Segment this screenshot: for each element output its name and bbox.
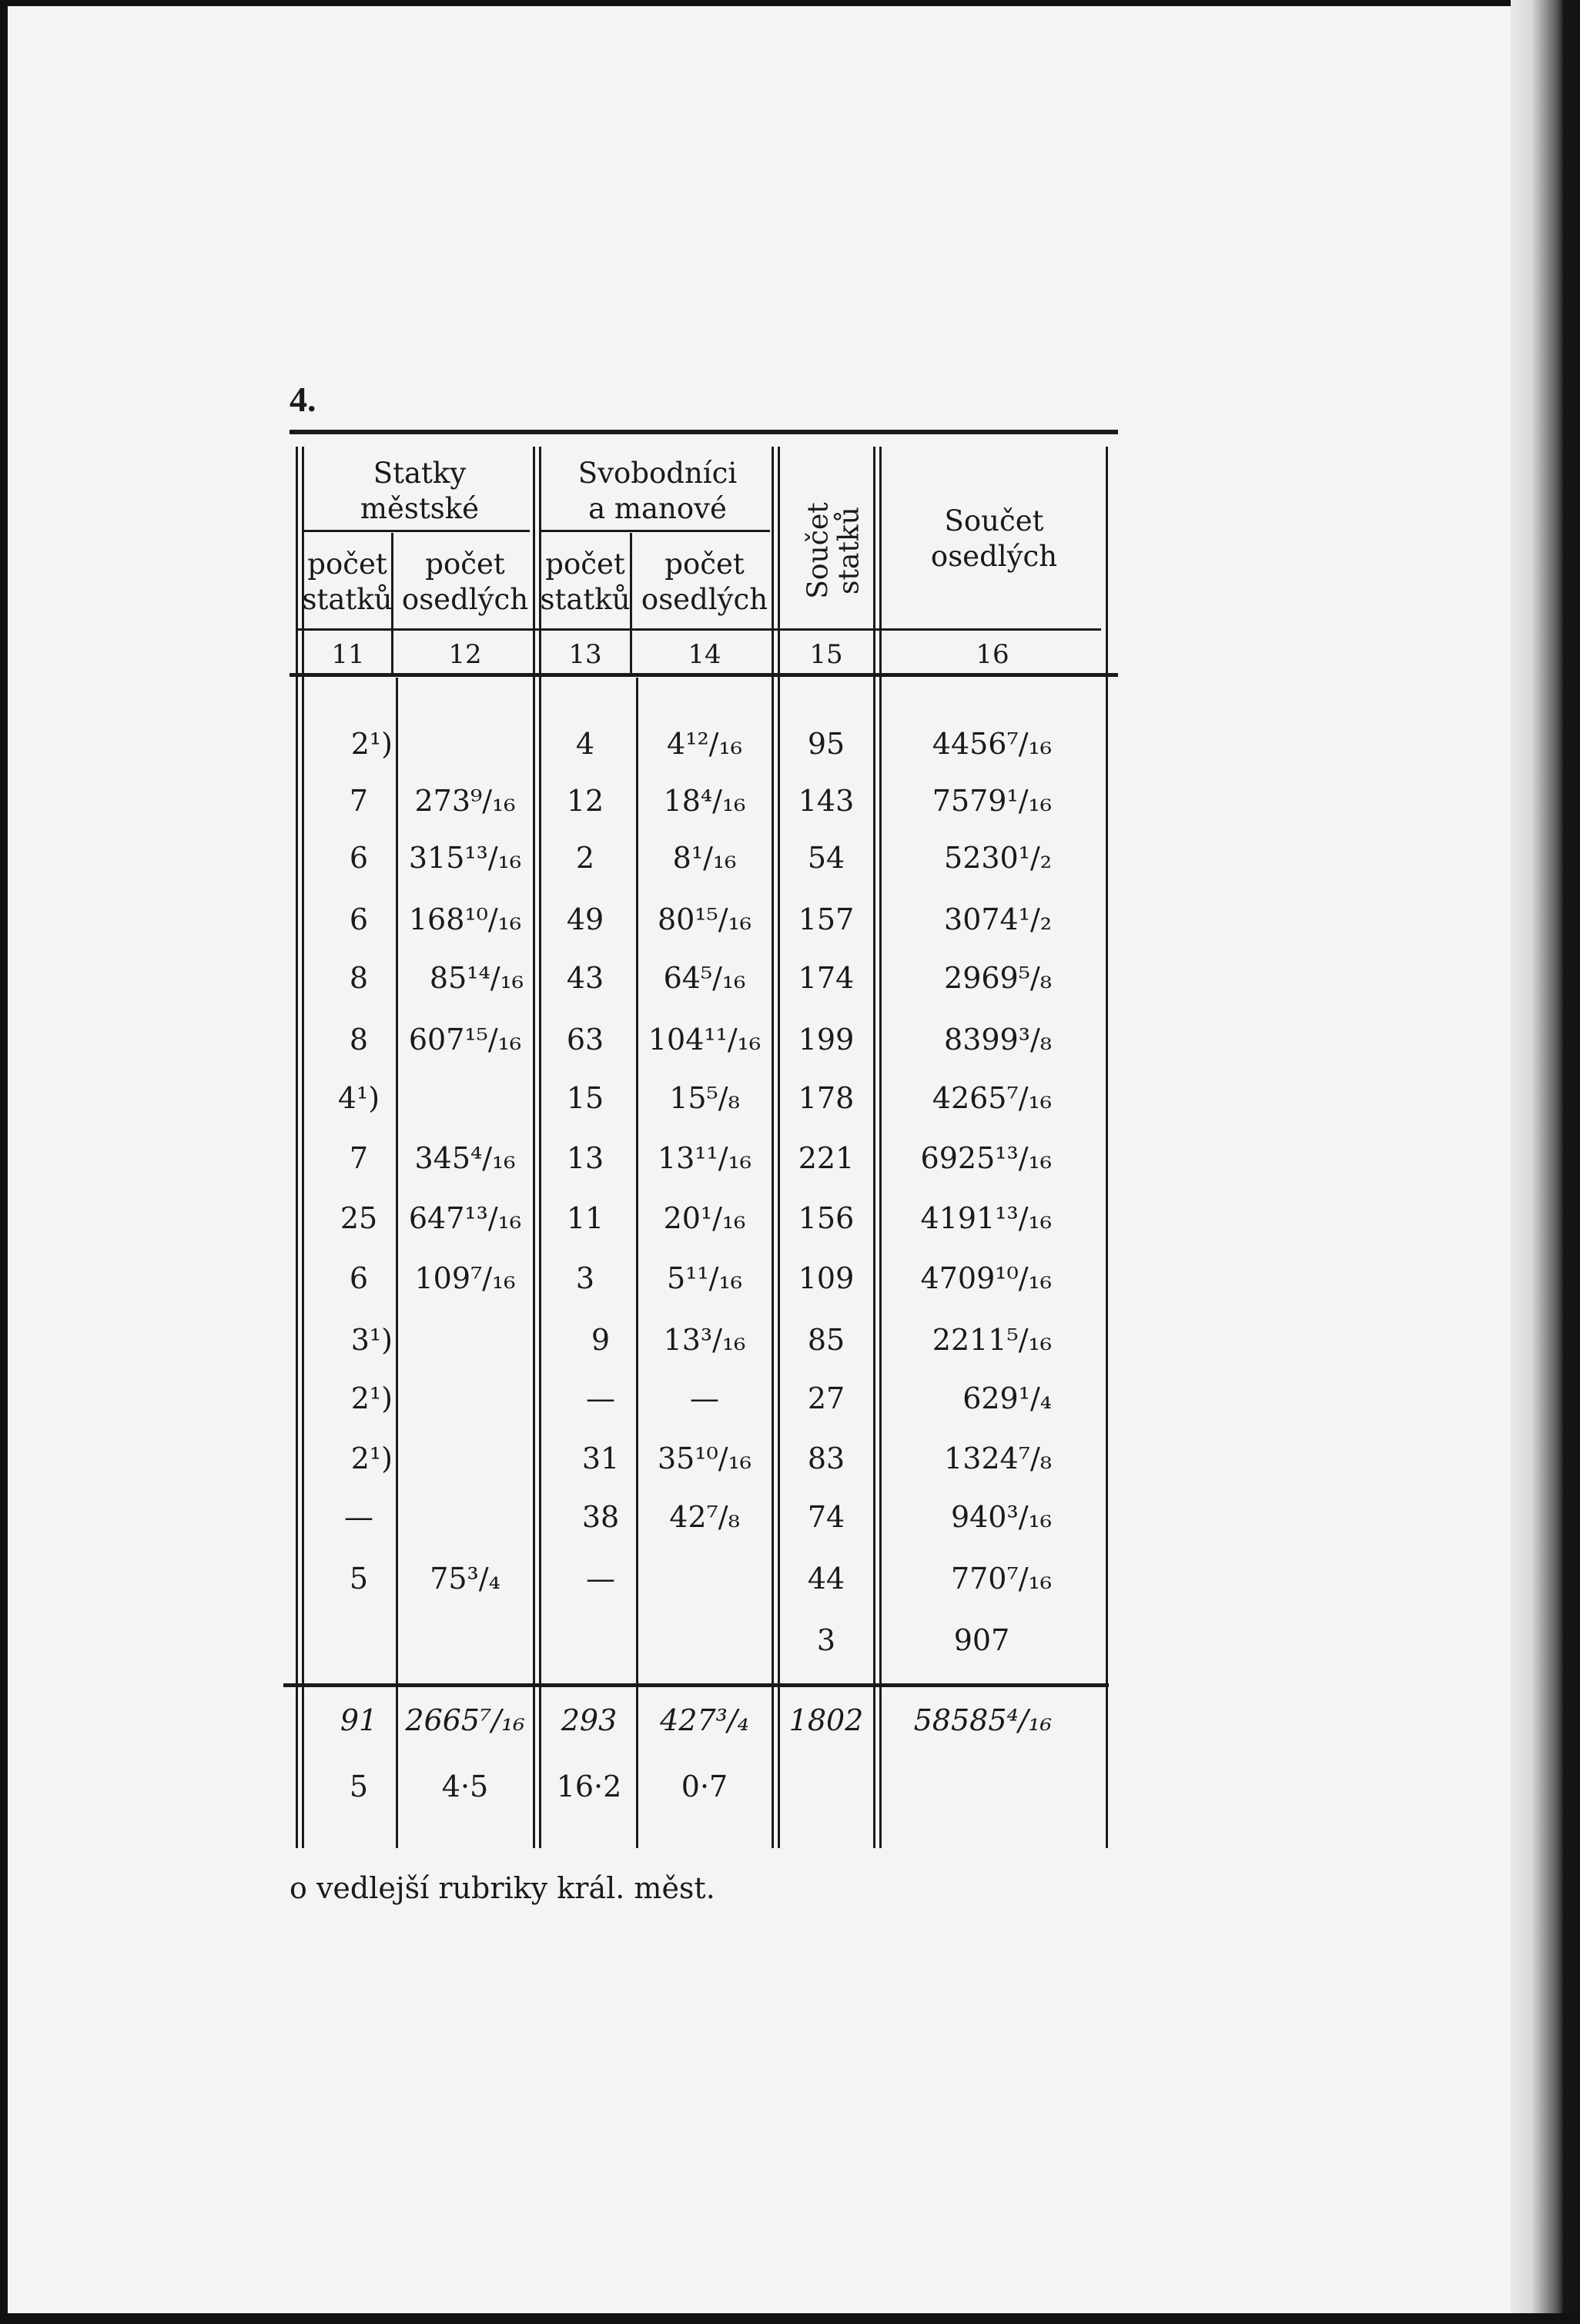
table-row (0, 1135, 1580, 1181)
cell-c13: — (586, 1562, 615, 1596)
cell-c12: 607¹⁵/₁₆ (408, 1023, 522, 1057)
totals-rule (283, 1683, 1109, 1687)
percent-row (0, 1763, 1580, 1810)
cell-c12 (396, 1375, 534, 1422)
footnote: o vedlejší rubriky král. měst. (290, 1871, 715, 1905)
header-soucet-statku-text: Součet statků (803, 502, 865, 599)
header-soucet-osedlych: Součet osedlých (930, 504, 1058, 573)
cell-c15: 74 (807, 1500, 845, 1534)
cell-c16: 8399³/₈ (944, 1023, 1052, 1057)
cell-c15: 156 (798, 1201, 855, 1235)
cell-c16: 4456⁷/₁₆ (932, 727, 1052, 761)
column-number-13: 13 (568, 639, 602, 670)
cell-c12: 345⁴/₁₆ (414, 1141, 516, 1175)
cell-c11: 8 (349, 961, 369, 995)
cell-c12 (396, 1617, 534, 1663)
cell-c12 (396, 1075, 534, 1121)
total-c15: 1802 (788, 1703, 864, 1737)
cell-c14 (636, 1555, 773, 1602)
cell-c15: 27 (807, 1381, 845, 1415)
table-row (0, 1317, 1580, 1363)
cell-c11: 2¹) (350, 1442, 393, 1475)
cell-c14: 80¹⁵/₁₆ (657, 902, 752, 936)
cell-c16: 770⁷/₁₆ (950, 1562, 1052, 1596)
table-row (0, 896, 1580, 943)
table-row (0, 1555, 1580, 1602)
totals-row (0, 1697, 1580, 1743)
header-statky-mestske: Statky městské (360, 457, 480, 525)
cell-c15: 199 (798, 1023, 855, 1057)
table-row (0, 1617, 1580, 1663)
cell-c14: 104¹¹/₁₆ (648, 1023, 762, 1057)
cell-c12 (396, 721, 534, 767)
column-number-14: 14 (688, 639, 721, 670)
cell-c13: 3 (575, 1261, 595, 1295)
cell-c11: 6 (349, 1261, 369, 1295)
header-bottom-rule (296, 628, 1101, 631)
cell-c11: 5 (349, 1562, 369, 1596)
cell-c15: 143 (798, 784, 855, 818)
header-pocet-osedlych-12: počet osedlých (401, 548, 529, 616)
percent-c13: 16·2 (556, 1770, 622, 1803)
table-row (0, 1435, 1580, 1482)
percent-c16 (879, 1763, 1052, 1810)
cell-c14: 35¹⁰/₁₆ (657, 1442, 752, 1475)
page-number: 4. (290, 380, 316, 419)
cell-c12: 168¹⁰/₁₆ (408, 902, 522, 936)
cell-c14: 20¹/₁₆ (663, 1201, 746, 1235)
header-soucet-statku (788, 493, 881, 608)
total-c16: 58585⁴/₁₆ (913, 1703, 1052, 1737)
cell-c14: 18⁴/₁₆ (663, 784, 746, 818)
cell-c16: 940³/₁₆ (950, 1500, 1052, 1534)
cell-c13: 12 (566, 784, 604, 818)
cell-c14: 13¹¹/₁₆ (657, 1141, 752, 1175)
cell-c15: 157 (798, 902, 855, 936)
cell-c13: 63 (566, 1023, 604, 1057)
cell-c12 (396, 1494, 534, 1540)
cell-c11: 7 (349, 784, 369, 818)
cell-c16: 629¹/₄ (962, 1381, 1052, 1415)
table-row (0, 778, 1580, 824)
cell-c12: 85¹⁴/₁₆ (429, 961, 524, 995)
cell-c16: 3074¹/₂ (944, 902, 1052, 936)
scan-border-bottom (0, 2313, 1580, 2324)
cell-c15: 178 (798, 1081, 855, 1115)
cell-c12: 315¹³/₁₆ (408, 841, 522, 875)
percent-c14: 0·7 (681, 1770, 728, 1803)
cell-c14: 4¹²/₁₆ (667, 727, 742, 761)
cell-c13: 9 (591, 1323, 611, 1357)
column-number-11: 11 (331, 639, 365, 670)
cell-c13: 13 (566, 1141, 604, 1175)
cell-c11: 25 (340, 1201, 378, 1235)
cell-c14: 42⁷/₈ (669, 1500, 740, 1534)
column-number-16: 16 (976, 639, 1009, 670)
table-row (0, 721, 1580, 767)
total-c12: 2665⁷/₁₆ (405, 1703, 525, 1737)
cell-c14 (636, 1617, 773, 1663)
cell-c16: 6925¹³/₁₆ (920, 1141, 1052, 1175)
table-row (0, 1255, 1580, 1301)
total-c11: 91 (340, 1703, 378, 1737)
cell-c15: 221 (798, 1141, 855, 1175)
cell-c16: 1324⁷/₈ (944, 1442, 1052, 1475)
cell-c12: 273⁹/₁₆ (414, 784, 516, 818)
percent-c15 (778, 1763, 875, 1810)
cell-c14: 13³/₁₆ (663, 1323, 746, 1357)
header-pocet-osedlych-14: počet osedlých (641, 548, 768, 616)
header-pocet-statku-11: počet statků (302, 548, 393, 616)
cell-c14: 64⁵/₁₆ (663, 961, 746, 995)
total-c14: 427³/₄ (660, 1703, 749, 1737)
cell-c11: 6 (349, 902, 369, 936)
cell-c11: 2¹) (350, 727, 393, 761)
group-underline-2 (539, 530, 770, 532)
cell-c12: 647¹³/₁₆ (408, 1201, 522, 1235)
cell-c14: 15⁵/₈ (669, 1081, 740, 1115)
cell-c11: 8 (349, 1023, 369, 1057)
cell-c11: 3¹) (350, 1323, 393, 1357)
table-row (0, 1375, 1580, 1422)
cell-c13: 38 (581, 1500, 620, 1534)
cell-c13: 11 (566, 1201, 604, 1235)
table-row (0, 1016, 1580, 1063)
cell-c15: 95 (807, 727, 845, 761)
cell-c13: 15 (566, 1081, 604, 1115)
table-row (0, 1075, 1580, 1121)
cell-c16: 5230¹/₂ (944, 841, 1052, 875)
cell-c11: 6 (349, 841, 369, 875)
table-row (0, 1494, 1580, 1540)
cell-c13: — (586, 1381, 615, 1415)
cell-c14: 8¹/₁₆ (672, 841, 737, 875)
cell-c13: 2 (575, 841, 595, 875)
cell-c16: 4191¹³/₁₆ (920, 1201, 1052, 1235)
cell-c11: 2¹) (350, 1381, 393, 1415)
cell-c15: 83 (807, 1442, 845, 1475)
column-number-15: 15 (809, 639, 843, 670)
cell-c15: 54 (807, 841, 845, 875)
colnum-bottom-rule (290, 673, 1118, 677)
cell-c14: 5¹¹/₁₆ (667, 1261, 742, 1295)
cell-c11: 7 (349, 1141, 369, 1175)
cell-c11: 4¹) (337, 1081, 380, 1115)
cell-c15: 3 (816, 1623, 836, 1657)
cell-c13: 43 (566, 961, 604, 995)
cell-c15: 174 (798, 961, 855, 995)
cell-c16: 4709¹⁰/₁₆ (920, 1261, 1052, 1295)
cell-c13: 4 (575, 727, 595, 761)
table-row (0, 955, 1580, 1001)
cell-c16: 7579¹/₁₆ (932, 784, 1052, 818)
header-pocet-statku-13: počet statků (540, 548, 631, 616)
cell-c11: — (344, 1500, 373, 1534)
cell-c15: 109 (798, 1261, 855, 1295)
cell-c16: 907 (953, 1623, 1010, 1657)
cell-c12: 75³/₄ (430, 1562, 500, 1596)
cell-c15: 44 (807, 1562, 845, 1596)
cell-c16: 2211⁵/₁₆ (932, 1323, 1052, 1357)
cell-c16: 2969⁵/₈ (944, 961, 1052, 995)
cell-c16: 4265⁷/₁₆ (932, 1081, 1052, 1115)
header-svobodnici-a-manove: Svobodníci a manové (577, 457, 738, 525)
cell-c13: 31 (581, 1442, 620, 1475)
cell-c12 (396, 1435, 534, 1482)
scan-border-top (0, 0, 1580, 6)
cell-c14: — (690, 1381, 719, 1415)
percent-c11: 5 (349, 1770, 369, 1803)
cell-c12: 109⁷/₁₆ (414, 1261, 516, 1295)
cell-c15: 85 (807, 1323, 845, 1357)
cell-c13: 49 (566, 902, 604, 936)
column-number-12: 12 (448, 639, 482, 670)
percent-c12: 4·5 (441, 1770, 489, 1803)
total-c13: 293 (561, 1703, 618, 1737)
top-rule (290, 430, 1118, 434)
table-row (0, 835, 1580, 881)
table-row (0, 1195, 1580, 1241)
group-underline-1 (302, 530, 530, 532)
cell-c12 (396, 1317, 534, 1363)
